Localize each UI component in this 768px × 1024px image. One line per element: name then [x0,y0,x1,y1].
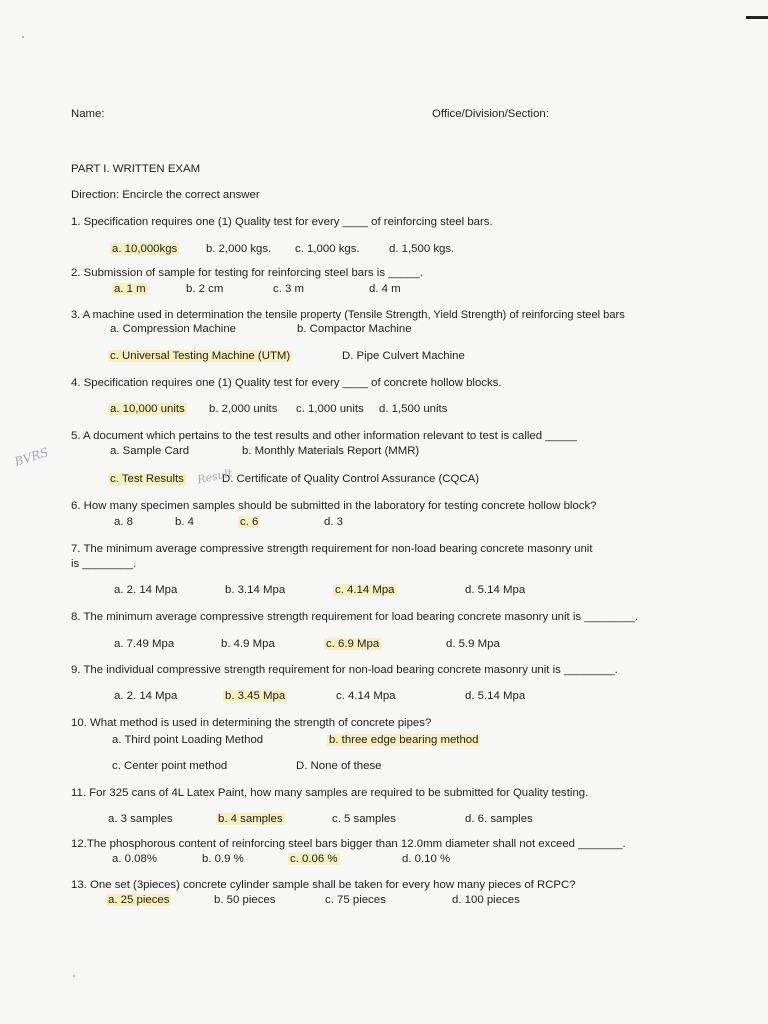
q7-option-a[interactable]: a. 2. 14 Mpa [114,584,178,596]
q2-option-b[interactable]: b. 2 cm [186,283,224,295]
scan-edge-mark [746,16,768,19]
q8-option-d[interactable]: d. 5.9 Mpa [446,638,500,650]
q2-option-a[interactable]: a. 1 m [114,283,146,295]
q1-option-a[interactable]: a. 10,000kgs [112,243,178,255]
q7-option-d[interactable]: d. 5.14 Mpa [465,584,526,596]
q3-option-d[interactable]: D. Pipe Culvert Machine [342,350,465,362]
q8-option-b[interactable]: b. 4.9 Mpa [221,638,275,650]
q3-option-a[interactable]: a. Compression Machine [110,323,236,335]
question-13: 13. One set (3pieces) concrete cylinder sample shall be taken for every how many pieces of RCPC? [71,879,576,891]
question-5: 5. A document which pertains to the test results and other information relevant to test is called _____ [71,430,577,442]
question-11: 11. For 325 cans of 4L Latex Paint, how many samples are required to be submitted for Quality testing. [71,787,589,799]
part-title: PART I. WRITTEN EXAM [71,163,201,175]
q9-option-a[interactable]: a. 2. 14 Mpa [114,690,178,702]
q11-option-a[interactable]: a. 3 samples [108,813,173,825]
q1-option-c[interactable]: c. 1,000 kgs. [295,243,360,255]
q2-option-c[interactable]: c. 3 m [273,283,305,295]
question-12: 12.The phosphorous content of reinforcing steel bars bigger than 12.0mm diameter shall not exceed _______. [71,838,626,850]
q5-option-a[interactable]: a. Sample Card [110,445,190,457]
question-4: 4. Specification requires one (1) Quality test for every ____ of concrete hollow blocks. [71,377,502,389]
question-9: 9. The individual compressive strength requirement for non-load bearing concrete masonry unit is ________. [71,664,618,676]
q4-option-b[interactable]: b. 2,000 units [209,403,278,415]
question-1: 1. Specification requires one (1) Quality test for every ____ of reinforcing steel bars. [71,216,493,228]
question-2: 2. Submission of sample for testing for reinforcing steel bars is _____. [71,267,424,279]
question-8: 8. The minimum average compressive strength requirement for load bearing concrete masonry unit is ________. [71,611,639,623]
q3-option-b[interactable]: b. Compactor Machine [297,323,412,335]
question-10: 10. What method is used in determining the strength of concrete pipes? [71,717,432,729]
q8-option-a[interactable]: a. 7.49 Mpa [114,638,175,650]
q4-option-a[interactable]: a. 10,000 units [110,403,185,415]
question-6: 6. How many specimen samples should be submitted in the laboratory for testing concrete hollow block? [71,500,597,512]
q10-option-b[interactable]: b. three edge bearing method [329,734,479,746]
q13-option-d[interactable]: d. 100 pieces [452,894,520,906]
q10-option-c[interactable]: c. Center point method [112,760,228,772]
q10-option-a[interactable]: a. Third point Loading Method [112,734,264,746]
q8-option-c[interactable]: c. 6.9 Mpa [326,638,380,650]
q6-option-c[interactable]: c. 6 [240,516,259,528]
q7-option-c[interactable]: c. 4.14 Mpa [335,584,395,596]
direction-text: Direction: Encircle the correct answer [71,189,260,201]
margin-handwriting: BVRS [12,444,51,470]
q4-option-c[interactable]: c. 1,000 units [296,403,364,415]
q2-option-d[interactable]: d. 4 m [369,283,401,295]
question-7-continued: is ________. [71,558,137,570]
q5-option-c[interactable]: c. Test Results [110,473,184,485]
q11-option-b[interactable]: b. 4 samples [218,813,283,825]
q6-option-d[interactable]: d. 3 [324,516,343,528]
q6-option-b[interactable]: b. 4 [175,516,194,528]
q12-option-d[interactable]: d. 0.10 % [402,853,451,865]
office-label: Office/Division/Section: [432,108,549,120]
q9-option-c[interactable]: c. 4.14 Mpa [336,690,396,702]
q6-option-a[interactable]: a. 8 [114,516,133,528]
q13-option-b[interactable]: b. 50 pieces [214,894,276,906]
q10-option-d[interactable]: D. None of these [296,760,382,772]
q7-option-b[interactable]: b. 3.14 Mpa [225,584,286,596]
handwritten-note: Result [196,466,234,487]
q5-option-b[interactable]: b. Monthly Materials Report (MMR) [242,445,420,457]
question-7: 7. The minimum average compressive strength requirement for non-load bearing concrete masonry unit [71,543,593,555]
name-label: Name: [71,108,105,120]
q1-option-d[interactable]: d. 1,500 kgs. [389,243,455,255]
q13-option-c[interactable]: c. 75 pieces [325,894,386,906]
q12-option-b[interactable]: b. 0.9 % [202,853,244,865]
q12-option-a[interactable]: a. 0.08% [112,853,157,865]
q12-option-c[interactable]: c. 0.06 % [290,853,338,865]
q13-option-a[interactable]: a. 25 pieces [108,894,170,906]
q9-option-d[interactable]: d. 5.14 Mpa [465,690,526,702]
q11-option-c[interactable]: c. 5 samples [332,813,396,825]
q11-option-d[interactable]: d. 6. samples [465,813,533,825]
scan-speck [22,36,24,38]
question-3: 3. A machine used in determination the tensile property (Tensile Strength, Yield Strength) of reinforcing steel bars [71,309,625,321]
q3-option-c[interactable]: c. Universal Testing Machine (UTM) [110,350,291,362]
q5-option-d[interactable]: D. Certificate of Quality Control Assurance (CQCA) [222,473,480,485]
scan-speck [73,975,75,977]
q1-option-b[interactable]: b. 2,000 kgs. [206,243,272,255]
q9-option-b[interactable]: b. 3.45 Mpa [225,690,286,702]
q4-option-d[interactable]: d. 1,500 units [379,403,448,415]
